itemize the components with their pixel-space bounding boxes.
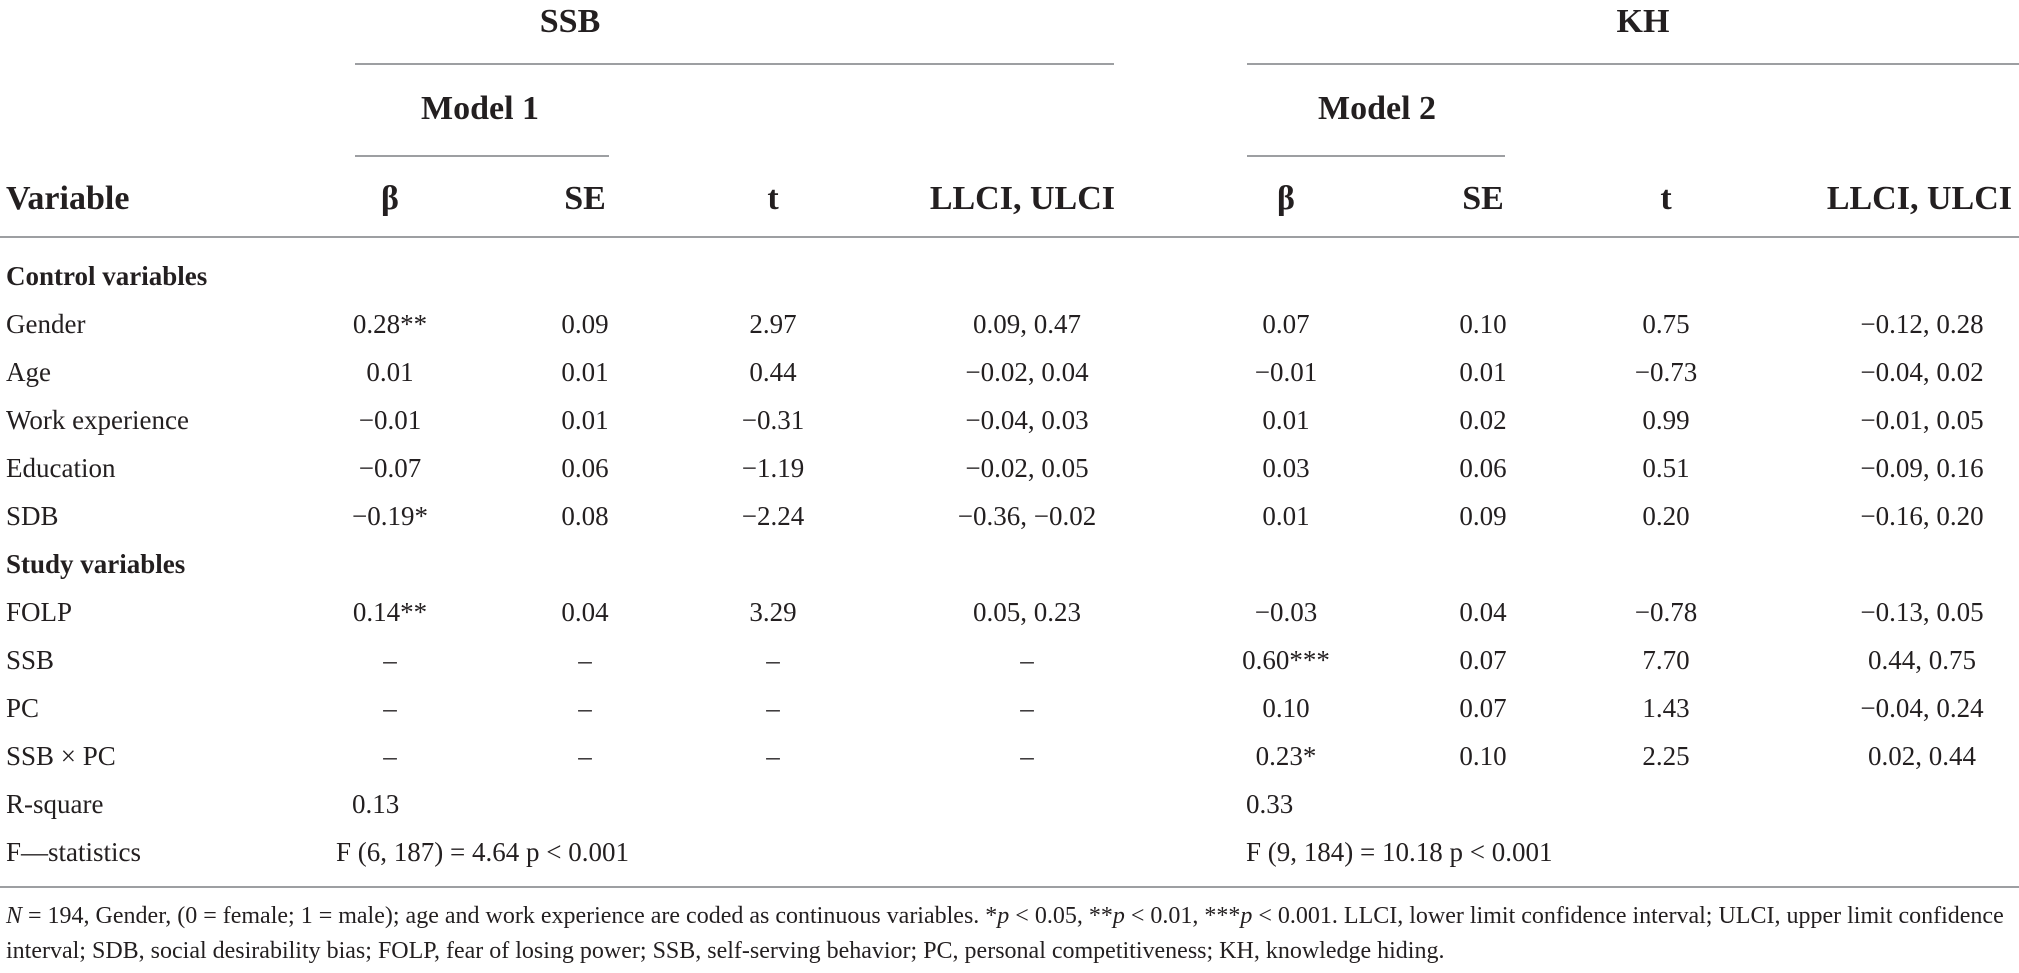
section-heading-control: Control variables <box>6 261 208 291</box>
table-bottom-rule <box>0 886 2019 888</box>
model-rule-1 <box>355 155 609 157</box>
row-se-2: 0.01 <box>1459 357 1507 387</box>
row-ci-2: −0.09, 0.16 <box>1860 453 1984 483</box>
row-beta-2: 0.23* <box>1255 741 1317 771</box>
footnote-text-1: = 194, Gender, (0 = female; 1 = male); age and work experience are coded as continuous variables. * <box>22 903 998 929</box>
fit-label: R-square <box>6 789 104 819</box>
row-beta-1: – <box>383 693 397 723</box>
row-se-2: 0.04 <box>1459 597 1507 627</box>
row-se-1: 0.04 <box>561 597 609 627</box>
row-variable: PC <box>6 693 40 723</box>
row-variable: Education <box>6 453 116 483</box>
row-t-1: −1.19 <box>741 453 805 483</box>
row-se-1: 0.01 <box>561 405 609 435</box>
row-se-2: 0.02 <box>1459 405 1507 435</box>
row-ci-1: 0.05, 0.23 <box>973 597 1081 627</box>
row-ci-1: −0.02, 0.05 <box>965 453 1089 483</box>
row-beta-1: −0.01 <box>358 405 422 435</box>
row-t-1: −2.24 <box>741 501 805 531</box>
row-se-2: 0.10 <box>1459 741 1507 771</box>
footnote-text-3: < 0.01, *** <box>1124 903 1241 929</box>
fit-label: F—statistics <box>6 837 142 867</box>
row-t-2: 0.75 <box>1642 309 1690 339</box>
group-header-kh: KH <box>1616 3 1670 40</box>
row-se-2: 0.06 <box>1459 453 1507 483</box>
row-t-1: – <box>766 693 780 723</box>
row-ci-2: −0.13, 0.05 <box>1860 597 1984 627</box>
column-header-variable: Variable <box>6 180 130 217</box>
row-t-1: 0.44 <box>749 357 797 387</box>
group-rule-kh <box>1247 63 2019 65</box>
row-variable: SSB <box>6 645 55 675</box>
row-beta-1: – <box>383 741 397 771</box>
row-t-1: – <box>766 741 780 771</box>
column-header-se-1: SE <box>564 180 606 217</box>
column-header-t-2: t <box>1660 180 1672 217</box>
row-se-2: 0.07 <box>1459 645 1507 675</box>
row-t-1: 3.29 <box>749 597 797 627</box>
footnote-n: N <box>6 903 23 929</box>
footnote-p-2: p <box>1112 903 1125 929</box>
fit-value-model-2: 0.33 <box>1246 789 1294 819</box>
model-rule-2 <box>1247 155 1505 157</box>
row-variable: Work experience <box>6 405 189 435</box>
model-header-2: Model 2 <box>1317 90 1437 127</box>
column-header-ci-1: LLCI, ULCI <box>929 180 1115 217</box>
group-rule-ssb <box>355 63 1114 65</box>
row-ci-1: – <box>1020 693 1034 723</box>
row-ci-1: −0.04, 0.03 <box>965 405 1089 435</box>
table-footnote <box>6 899 2014 969</box>
footnote-p-1: p <box>997 903 1010 929</box>
row-ci-2: −0.04, 0.24 <box>1860 693 1984 723</box>
row-variable: SDB <box>6 501 59 531</box>
footnote-text-2: < 0.05, ** <box>1009 903 1113 929</box>
row-se-2: 0.07 <box>1459 693 1507 723</box>
row-ci-2: −0.12, 0.28 <box>1860 309 1984 339</box>
row-se-1: 0.09 <box>561 309 609 339</box>
fit-value-model-2: F (9, 184) = 10.18 p < 0.001 <box>1246 837 1553 867</box>
row-t-2: −0.73 <box>1634 357 1698 387</box>
fit-value-model-1: 0.13 <box>352 789 400 819</box>
row-beta-2: 0.03 <box>1262 453 1310 483</box>
row-variable: FOLP <box>6 597 73 627</box>
row-ci-1: – <box>1020 645 1034 675</box>
row-se-1: 0.06 <box>561 453 609 483</box>
row-ci-1: 0.09, 0.47 <box>973 309 1081 339</box>
row-variable: Gender <box>6 309 86 339</box>
footnote-p-3: p <box>1240 903 1253 929</box>
fit-value-model-1: F (6, 187) = 4.64 p < 0.001 <box>336 837 629 867</box>
row-se-1: – <box>578 693 592 723</box>
row-beta-2: 0.07 <box>1262 309 1310 339</box>
row-beta-1: 0.28** <box>352 309 428 339</box>
column-header-beta-1: β <box>381 180 399 217</box>
row-t-2: 1.43 <box>1642 693 1690 723</box>
row-se-1: – <box>578 645 592 675</box>
row-t-1: – <box>766 645 780 675</box>
row-beta-2: 0.10 <box>1262 693 1310 723</box>
row-t-2: 0.99 <box>1642 405 1690 435</box>
row-se-2: 0.09 <box>1459 501 1507 531</box>
column-header-t-1: t <box>767 180 779 217</box>
section-heading-study: Study variables <box>6 549 186 579</box>
row-t-2: 2.25 <box>1642 741 1690 771</box>
row-se-2: 0.10 <box>1459 309 1507 339</box>
row-t-1: −0.31 <box>741 405 805 435</box>
row-t-2: 0.51 <box>1642 453 1690 483</box>
row-beta-2: −0.01 <box>1254 357 1318 387</box>
row-ci-2: −0.01, 0.05 <box>1860 405 1984 435</box>
row-t-2: −0.78 <box>1634 597 1698 627</box>
row-beta-2: 0.01 <box>1262 501 1310 531</box>
row-beta-1: −0.07 <box>358 453 422 483</box>
row-ci-2: 0.02, 0.44 <box>1868 741 1976 771</box>
column-header-ci-2: LLCI, ULCI <box>1826 180 2012 217</box>
row-ci-1: −0.36, −0.02 <box>957 501 1097 531</box>
column-header-beta-2: β <box>1277 180 1295 217</box>
row-ci-2: −0.04, 0.02 <box>1860 357 1984 387</box>
row-variable: SSB × PC <box>6 741 116 771</box>
row-beta-1: −0.19* <box>352 501 428 531</box>
row-ci-2: −0.16, 0.20 <box>1860 501 1984 531</box>
row-beta-1: 0.14** <box>352 597 428 627</box>
row-se-1: 0.08 <box>561 501 609 531</box>
row-t-2: 0.20 <box>1642 501 1690 531</box>
header-bottom-rule <box>0 236 2019 238</box>
row-beta-2: −0.03 <box>1254 597 1318 627</box>
row-beta-1: 0.01 <box>366 357 414 387</box>
row-ci-2: 0.44, 0.75 <box>1868 645 1976 675</box>
row-ci-1: – <box>1020 741 1034 771</box>
row-beta-2: 0.01 <box>1262 405 1310 435</box>
row-se-1: – <box>578 741 592 771</box>
row-t-1: 2.97 <box>749 309 797 339</box>
footnote-text-4: < 0.001. LLCI, lower limit confidence interval; ULCI, upper limit confidence interval; SDB, social desirability bias; FOLP, fear of losing power; SSB, self-serving behavior; PC, personal competitiveness; KH, knowledge hiding. <box>6 903 2004 964</box>
row-ci-1: −0.02, 0.04 <box>965 357 1089 387</box>
model-header-1: Model 1 <box>420 90 540 127</box>
row-variable: Age <box>6 357 51 387</box>
row-se-1: 0.01 <box>561 357 609 387</box>
group-header-ssb: SSB <box>539 3 601 40</box>
row-t-2: 7.70 <box>1642 645 1690 675</box>
column-header-se-2: SE <box>1462 180 1504 217</box>
row-beta-2: 0.60*** <box>1242 645 1330 675</box>
row-beta-1: – <box>383 645 397 675</box>
